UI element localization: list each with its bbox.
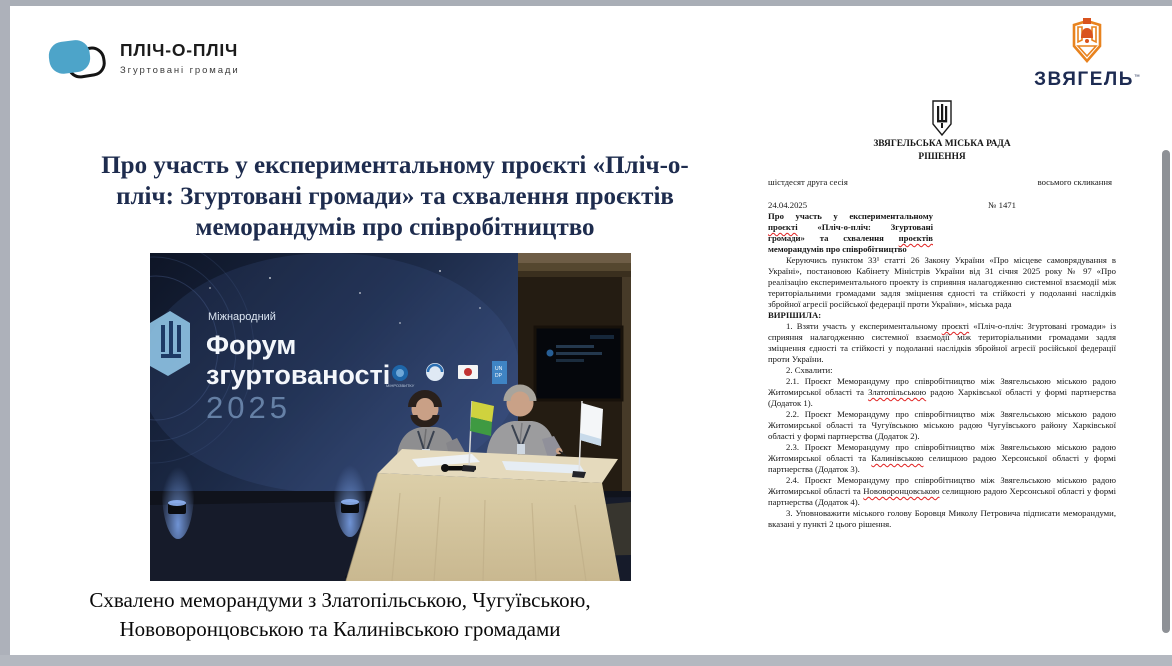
photo-caption-line-2: Нововоронцовською та Калинівською громадами xyxy=(119,617,561,641)
doc-number: № 1471 xyxy=(988,200,1016,210)
vertical-scrollbar-thumb[interactable] xyxy=(1162,150,1170,633)
japan-flag-icon xyxy=(458,365,478,379)
zviahel-logo-name: ЗВЯГЕЛЬ xyxy=(1034,69,1134,90)
viewer-frame-left xyxy=(0,0,10,666)
doc-item-2: 2. Схвалити: xyxy=(786,365,833,375)
slide-title xyxy=(45,150,745,243)
zviahel-emblem-icon xyxy=(1066,18,1108,64)
doc-item-2-1: 2.1. Проєкт Меморандуму про співробітництво між Звягельською міською радою Житомирської області та Златопільською радою Харківської області у формі партнерства (Додаток 1). xyxy=(768,376,1116,408)
doc-type: РІШЕННЯ xyxy=(918,152,966,162)
viewer-frame-top xyxy=(0,0,1172,6)
forum-signing-photo xyxy=(150,253,631,581)
plich-o-plich-logo xyxy=(46,34,240,82)
photo-caption-line-1: Схвалено меморандуми з Златопільською, Чугуївською, xyxy=(89,588,591,612)
backdrop-title-line2: згуртованості xyxy=(206,360,391,390)
plich-o-plich-icon xyxy=(46,34,110,82)
slide-title-line-1: Про участь у експериментальному проєкті «Пліч-о- xyxy=(101,152,689,179)
undp-logo-icon xyxy=(492,361,507,384)
plich-logo-name: ПЛІЧ-О-ПЛІЧ xyxy=(120,40,239,60)
misspelled-word: Златопільською xyxy=(868,387,927,397)
slide-title-line-3: меморандумів про співробітництво xyxy=(195,214,595,241)
photo-caption xyxy=(40,586,640,644)
doc-date: 24.04.2025 xyxy=(768,200,808,210)
doc-item-2-4: 2.4. Проєкт Меморандуму про співробітництво між Звягельською міською радою Житомирської області та Нововоронцовською селищною радою Херсонської області у формі партнерства (Додаток 4). xyxy=(768,475,1116,507)
misspelled-word: Нововоронцовською xyxy=(863,486,940,496)
ukraine-trident-icon xyxy=(930,100,954,136)
misspelled-word: проєктів xyxy=(898,233,933,243)
zviahel-trademark: ™ xyxy=(1133,74,1140,81)
misspelled-word: проєкті xyxy=(768,222,798,232)
svg-text:DP: DP xyxy=(495,373,502,379)
doc-preamble: Керуючись пунктом 33¹ статті 26 Закону України «Про місцеве самоврядування в Україні», постановою Кабінету Міністрів України від 31 січня 2025 року № 97 «Про реалізацію експериментального проекту із сприяння налагодженню системної взаємодії між територіальними громадами задля зміцнення єдності та стійкості у подоланні наслідків збройної агресії російської федерації проти України», міська рада xyxy=(768,255,1116,309)
doc-item-2-2: 2.2. Проєкт Меморандуму про співробітництво між Звягельською міською радою Житомирської області та Чугуївською міською радою Чугуївського району Харківської області у формі партнерства (Додаток 2). xyxy=(768,409,1116,441)
doc-resolved-label: ВИРІШИЛА: xyxy=(768,310,822,320)
tv-screen xyxy=(535,327,622,400)
doc-item-1: 1. Взяти участь у експериментальному проєкті «Пліч-о-пліч: Згуртовані громади» із сприяння налагодженню системної взаємодії між територіальними громадами задля зміцнення єдності та стійкості у подоланні наслідків збройної агресії російської федерації проти України. xyxy=(768,321,1116,364)
zviahel-logo xyxy=(1028,18,1146,91)
trident-hexagon-icon xyxy=(150,311,190,376)
forum-photo-illustration xyxy=(150,253,631,581)
backdrop-title-line1: Форум xyxy=(206,330,297,360)
doc-title: Про участь у експериментальному проєкті «Пліч-о-пліч: Згуртовані громади» та схвалення проєктів меморандумів про співробітництво xyxy=(768,211,933,254)
doc-org-name: ЗВЯГЕЛЬСЬКА МІСЬКА РАДА xyxy=(873,139,1011,149)
doc-item-3: 3. Уповноважити міського голову Боровця Миколу Петровича підписати меморандуми, вказані у пункті 2 цього рішення. xyxy=(768,508,1116,529)
doc-convocation: восьмого скликання xyxy=(1037,177,1112,187)
council-decision-document xyxy=(768,100,1116,530)
doc-item-2-3: 2.3. Проєкт Меморандуму про співробітництво між Звягельською міською радою Житомирської області та Калинівською селищною радою Херсонської області у формі партнерства (Додаток 3). xyxy=(768,442,1116,474)
doc-session: шістдесят друга сесія xyxy=(768,177,848,187)
plich-logo-tagline: Згуртовані громади xyxy=(120,65,240,76)
viewer-frame-bottom xyxy=(0,655,1172,666)
slide-title-line-2: пліч: Згуртовані громади» та схвалення проєктів xyxy=(116,183,674,210)
backdrop-year: 2025 xyxy=(206,390,291,425)
ministry-logo-caption: МІНРОЗВИТКУ xyxy=(386,383,415,388)
backdrop-kicker: Міжнародний xyxy=(208,311,276,323)
misspelled-word: Калинівською xyxy=(871,453,924,463)
svg-text:UN: UN xyxy=(495,366,503,372)
misspelled-word: проєкті xyxy=(941,321,970,331)
